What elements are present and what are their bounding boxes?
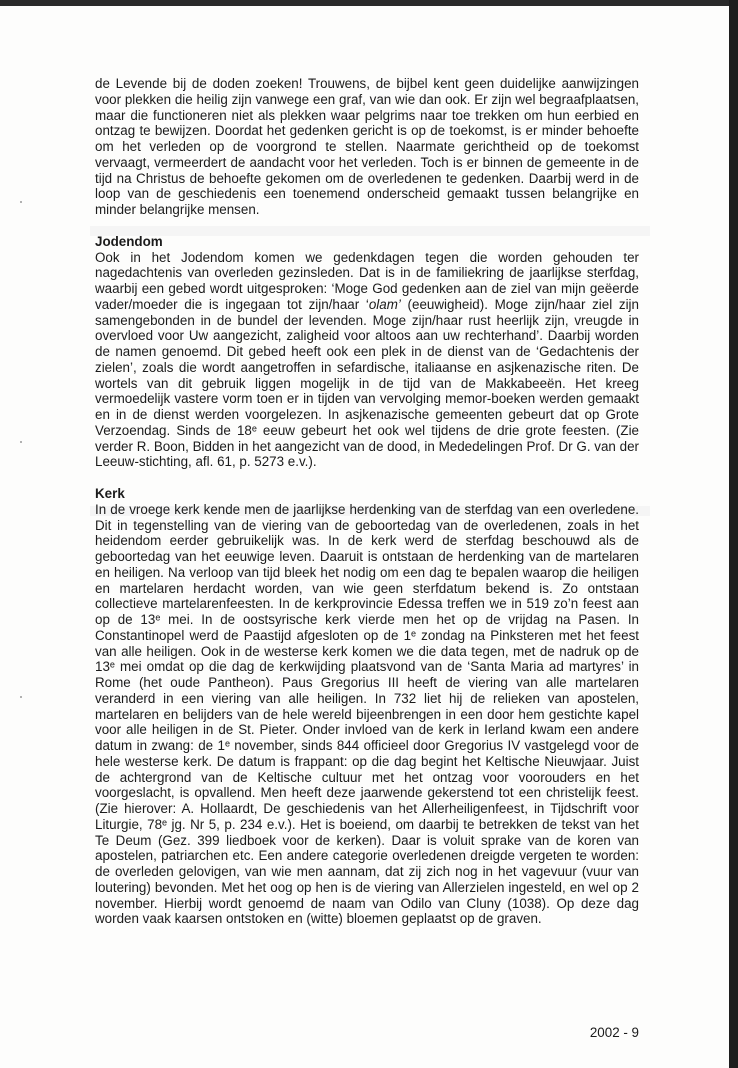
jodendom-text-2: (eeuwigheid). Moge zijn/haar ziel zijn samengebonden in de bundel der levenden. Moge zijn/haar rust heerlijk zijn, vreugde in overvloed voor Uw aangezicht, zaligheid voor altoos aan uw rechterhand’. Daarbij worden de namen genoemd. Dit gebed heeft ook een plek in de dienst van de ‘Gedachtenis der zielen’, zoals die wordt aangetroffen in sefardische, italiaanse en asjkenazische riten. De wortels van dit gebruik liggen mogelijk in de tijd van de Makkabeeën. Het kreeg vermoedelijk vastere vorm toen er in tijden van vervolging memor-boeken werden gemaakt en in de dienst werden voorgelezen. In asjkenazische gemeenten gebeurt dat op Grote Verzoendag. Sinds de 18ᵉ eeuw gebeurt het ook wel tijdens de drie grote feesten. (Zie verder R. Boon, Bidden in het aangezicht van de dood, in Mededelingen Prof. Dr G. van der Leeuw-stichting, afl. 61, p. 5273 e.v.).	[95, 296, 639, 470]
page-number: 2002 - 9	[589, 1025, 639, 1040]
scan-right-edge	[729, 0, 738, 1068]
scan-speck	[20, 201, 22, 203]
kerk-heading: Kerk	[95, 486, 125, 501]
scan-speck	[20, 696, 22, 698]
jodendom-text-1: Ook in het Jodendom komen we gedenkdagen tegen die worden gehouden ter nagedachtenis van overleden gezinsleden. Dat is in de familiekring de jaarlijkse sterfdag, waarbij een gebed wordt uitgesproken: ‘Moge God gedenken aan de ziel van mijn geëerde vader/moeder die is ingegaan tot zijn/haar ‘	[95, 249, 639, 312]
jodendom-heading: Jodendom	[95, 233, 163, 249]
intro-paragraph: de Levende bij de doden zoeken! Trouwens, de bijbel kent geen duidelijke aanwijzingen voor plekken die heilig zijn vanwege een graf, van wie dan ook. Er zijn wel begraafplaatsen, maar die functioneren niet als plekken waar pelgrims naar toe trekken om hun eerbied en ontzag te bewijzen. Doordat het gedenken gericht is op de toekomst, is er minder behoefte om het verleden op de voorgrond te stellen. Naarmate gerichtheid op de toekomst vervaagt, vermeerdert de aandacht voor het verleden. Toch is er binnen de gemeente in de tijd na Christus de behoefte gekomen om de overledenen te gedenken. Daarbij werd in de loop van de geschiedenis een toenemend onderscheid gemaakt tussen belangrijke en minder belangrijke mensen.	[95, 76, 639, 217]
kerk-paragraph: In de vroege kerk kende men de jaarlijkse herdenking van de sterfdag van een overledene. Dit in tegenstelling van de viering van de geboortedag van de overledenen, zoals in het heidendom eerder gebruikelijk was. In de kerk werd de sterfdag beschouwd als de geboortedag van het eeuwige leven. Daaruit is ontstaan de herdenking van de martelaren en heiligen. Na verloop van tijd bleek het nodig om een dag te bepalen waarop die heiligen en martelaren herdacht worden, van wie geen sterfdatum bekend is. Zo ontstaan collectieve martelarenfeesten. In de kerkprovincie Edessa treffen we in 519 zo’n feest aan op de 13ᵉ mei. In de oostsyrische kerk vierde men het op de vrijdag na Pasen. In Constantinopel werd de Paastijd afgesloten op de 1ᵉ zondag na Pinksteren met het feest van alle heiligen. Ook in de westerse kerk komen we die data tegen, met de nadruk op de 13ᵉ mei omdat op die dag de kerkwijding plaatsvond van de ‘Santa Maria ad martyres’ in Rome (het oude Pantheon). Paus Gregorius III heeft de viering van alle martelaren veranderd in een viering van alle heiligen. In 732 liet hij de relieken van apostelen, martelaren en belijders van de hele wereld bijeenbrengen in een door hem gestichte kapel voor alle heiligen in de St. Pieter. Onder invloed van de kerk in Ierland kwam een andere datum in zwang: de 1ᵉ november, sinds 844 officieel door Gregorius IV vastgelegd voor de hele westerse kerk. De datum is frappant: op die dag begint het Keltische Nieuwjaar. Juist de achtergrond van de Keltische cultuur met het ontzag voor voorouders en het voorgeslacht, is opvallend. Men heeft deze jaarwende gekerstend tot een christelijk feest. (Zie hierover: A. Hollaardt, De geschiedenis van het Allerheiligenfeest, in Tijdschrift voor Liturgie, 78ᵉ jg. Nr 5, p. 234 e.v.). Het is boeiend, om daarbij te betrekken de tekst van het Te Deum (Gez. 399 liedboek voor de kerken). Daar is voluit sprake van de koren van apostelen, patriarchen etc. Een andere categorie overledenen dreigde vergeten te worden: de overleden gelovigen, van wie men aannam, dat zij zich nog in het vagevuur (vuur van loutering) bevonden. Met het oog op hen is de viering van Allerzielen ingesteld, en wel op 2 november. Hierbij wordt genoemd de naam van Odilo van Cluny (1038). Op deze dag worden vaak kaarsen ontstoken en (witte) bloemen geplaatst op de graven.	[95, 501, 639, 927]
jodendom-italic-word: olam’	[368, 296, 401, 312]
text-column	[95, 76, 639, 927]
scan-speck	[20, 441, 22, 443]
jodendom-paragraph	[95, 250, 639, 471]
